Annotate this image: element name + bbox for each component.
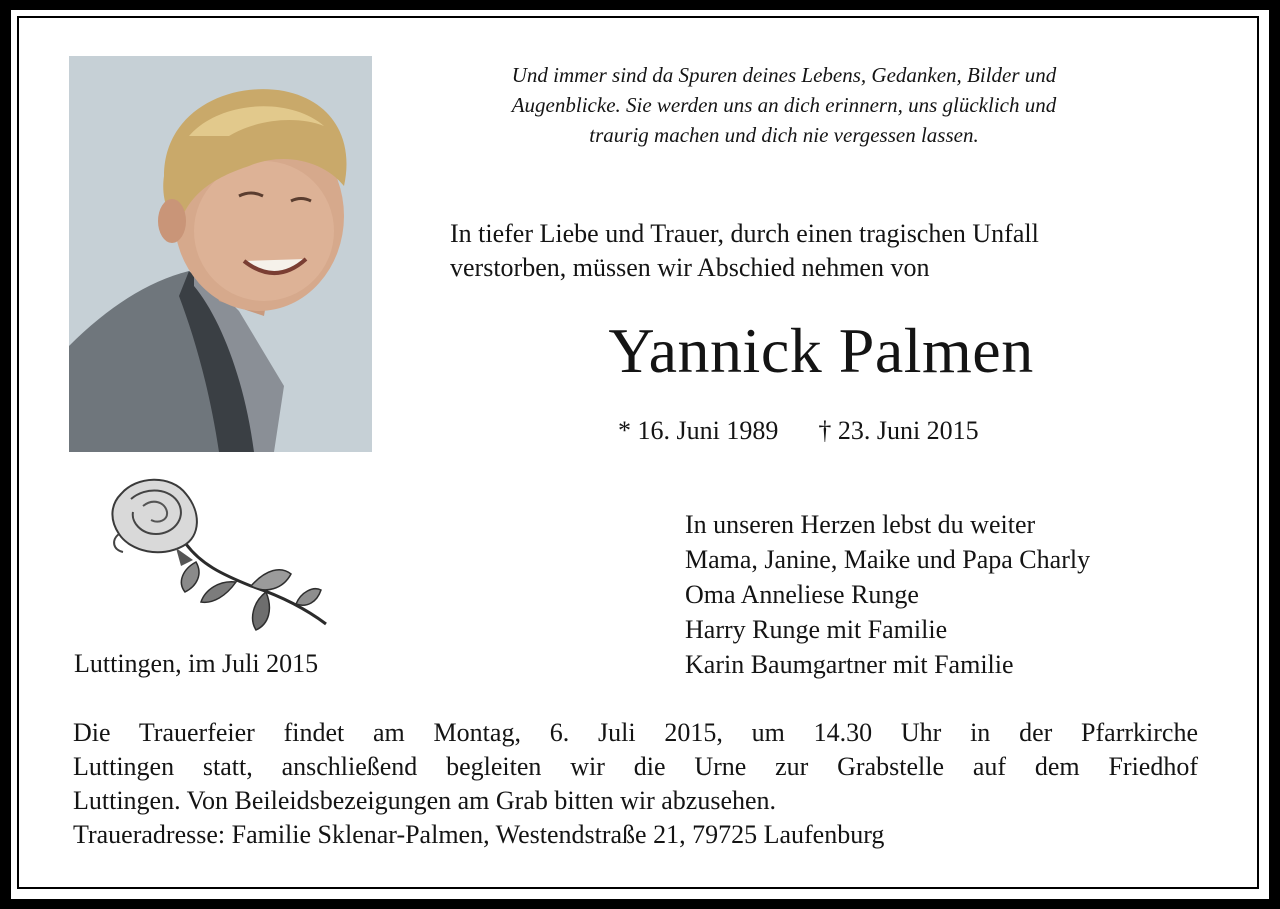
- mourners-line: Karin Baumgartner mit Familie: [685, 650, 1014, 679]
- mourners-line: Harry Runge mit Familie: [685, 615, 948, 644]
- announcement-line: verstorben, müssen wir Abschied nehmen von: [450, 253, 930, 282]
- mourners-list: [685, 507, 1090, 682]
- deceased-name: Yannick Palmen: [608, 315, 1034, 386]
- mourning-address: Traueradresse: Familie Sklenar-Palmen, Westendstraße 21, 79725 Laufenburg: [73, 820, 885, 849]
- announcement-text: [450, 217, 1210, 285]
- quote-line: Und immer sind da Spuren deines Lebens, Gedanken, Bilder und: [511, 63, 1057, 87]
- funeral-details: [73, 716, 1198, 852]
- funeral-details-line: Luttingen statt, anschließend begleiten wir die Urne zur Grabstelle auf dem Friedhof: [73, 752, 1198, 781]
- announcement-line: In tiefer Liebe und Trauer, durch einen tragischen Unfall: [450, 219, 1039, 248]
- memorial-quote: [441, 60, 1127, 150]
- mourners-line: Mama, Janine, Maike und Papa Charly: [685, 545, 1091, 574]
- quote-line: Augenblicke. Sie werden uns an dich erinnern, uns glücklich und: [511, 93, 1057, 117]
- death-date: † 23. Juni 2015: [818, 416, 979, 445]
- mourners-line: Oma Anneliese Runge: [685, 580, 919, 609]
- life-dates: [618, 414, 979, 448]
- portrait-photo: [69, 56, 372, 452]
- rose-icon: [101, 474, 331, 639]
- quote-line: traurig machen und dich nie vergessen lassen.: [589, 123, 979, 147]
- funeral-details-line: Die Trauerfeier findet am Montag, 6. Juli 2015, um 14.30 Uhr in der Pfarrkirche: [73, 718, 1198, 747]
- place-and-date: Luttingen, im Juli 2015: [74, 649, 319, 678]
- funeral-details-line: Luttingen. Von Beileidsbezeigungen am Grab bitten wir abzusehen.: [73, 786, 777, 815]
- obituary-notice: [11, 10, 1269, 899]
- mourners-line: In unseren Herzen lebst du weiter: [685, 510, 1036, 539]
- birth-date: * 16. Juni 1989: [618, 416, 779, 445]
